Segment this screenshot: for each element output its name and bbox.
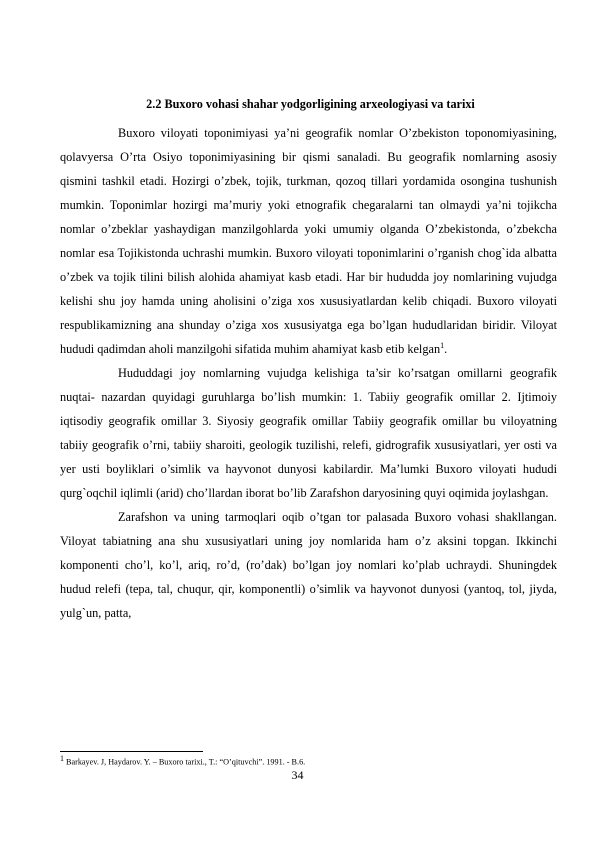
footnote-reference[interactable]: 1 <box>440 340 445 350</box>
paragraph-3-text: Zarafshon va uning tarmoqlari oqib o’tgan tor palasada Buxoro vohasi shakllangan. Viloyat tabiatning ana shu xususiyatlari uning joy nomlarida ham o’z aksini topgan. Ikkinchi komponenti cho’l, ko’l, ariq, ro’d, (ro’dak) bo’lgan joy nomlari ko’plab uchraydi. Shuningdek hudud relefi (tepa, tal, chuqur, qir, komponentli) o’simlik va hayvonot dunyosi (yantoq, tol, jiyda, yulg`un, patta, <box>60 510 557 620</box>
footnote-mark: 1 <box>60 754 64 763</box>
paragraph-1 <box>60 121 557 361</box>
footnote <box>60 753 557 769</box>
paragraph-1-text: Buxoro viloyati toponimiyasi ya’ni geografik nomlar O’zbekiston toponomiyasining, qolavyersa O’rta Osiyo toponimiyasining bir qismi sanaladi. Bu geografik nomlarning asosiy qismini tashkil etadi. Hozirgi o’zbek, tojik, turkman, qozoq tillari yordamida osongina tushunish mumkin. Toponimlar hozirgi ma’muriy yoki etnografik chegaralarni tan olmaydi ya’ni tojikcha nomlar o’zbeklar yashaydigan manzilgohlarda yoki umumiy olganda O’zbekistonda, o’zbekcha nomlar esa Tojikistonda uchrashi mumkin. Buxoro viloyati toponimlarini o’rganish chog`ida albatta o’zbek va tojik tilini bilish alohida ahamiyat kasb etadi. Har bir hududda joy nomlarining vujudga kelishi shu joy hamda uning aholisini o’ziga xos xususiyatlardan kelib chiqadi. Buxoro viloyati respublikamizning ana shunday o’ziga xos xususiyatga ega bo’lgan hududlaridan biridir. Viloyat hududi qadimdan aholi manzilgohi sifatida muhim ahamiyat kasb etib kelgan <box>60 126 557 356</box>
footnote-text: Barkayev. J, Haydarov. Y. – Buxoro tarixi., T.: “O’qituvchi”. 1991. - B.6. <box>66 757 306 767</box>
footnote-divider <box>60 751 203 752</box>
section-heading: 2.2 Buxoro vohasi shahar yodgorligining arxeologiyasi va tarixi <box>146 97 475 111</box>
paragraph-2 <box>60 361 557 505</box>
paragraph-2-text: Hududdagi joy nomlarning vujudga kelishiga ta’sir ko’rsatgan omillarni geografik nuqtai- nazardan quyidagi guruhlarga bo’lish mumkin: 1. Tabiiy geografik omillar 2. Ijtimoiy iqtisodiy geografik omillar 3. Siyosiy geografik omillar Tabiiy geografik omillar bu viloyatning tabiiy geografik o’rni, tabiiy sharoiti, geologik tuzilishi, relefi, gidrografik xususiyatlari, yer osti va yer usti boyliklari o’simlik va hayvonot dunyosi kabilardir. Ma’lumki Buxoro viloyati hududi qurg`oqchil iqlimli (arid) cho’llardan iborat bo’lib Zarafshon daryosining quyi oqimida joylashgan. <box>60 366 557 500</box>
paragraph-3 <box>60 505 557 625</box>
body-text <box>60 121 557 625</box>
paragraph-1-end: . <box>444 342 448 356</box>
page-number: 34 <box>291 768 304 782</box>
